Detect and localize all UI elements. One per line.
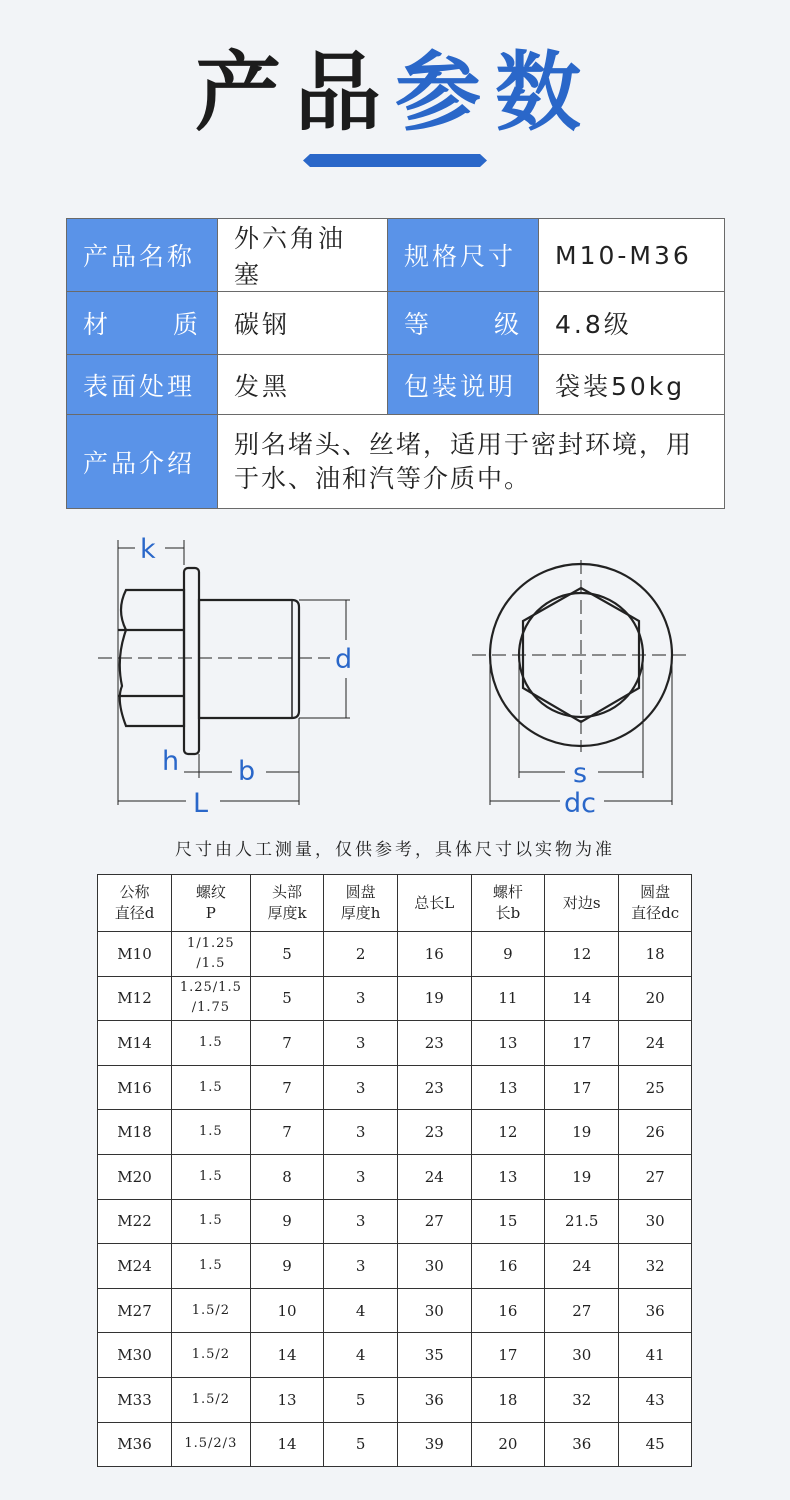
table-cell: 1.5/2 — [172, 1288, 251, 1333]
table-cell: 35 — [397, 1333, 471, 1378]
shank-outline — [199, 600, 299, 718]
table-cell: 16 — [471, 1244, 545, 1289]
table-cell: 1.5 — [172, 1110, 251, 1155]
table-cell: 13 — [471, 1154, 545, 1199]
table-cell: 24 — [397, 1154, 471, 1199]
title-underline — [303, 154, 487, 167]
table-cell: 10 — [250, 1288, 324, 1333]
table-row — [98, 1288, 692, 1333]
table-cell: 16 — [397, 932, 471, 977]
table-cell: 26 — [619, 1110, 692, 1155]
column-header-line: 对边s — [562, 893, 601, 912]
table-cell: 19 — [545, 1110, 619, 1155]
table-row — [98, 1065, 692, 1110]
table-cell: 11 — [471, 976, 545, 1021]
table-cell: 12 — [545, 932, 619, 977]
column-header — [471, 875, 545, 932]
side-view — [118, 568, 299, 754]
label-b: b — [238, 756, 256, 787]
table-cell: 20 — [619, 976, 692, 1021]
table-header-row — [98, 875, 692, 932]
table-cell: 30 — [545, 1333, 619, 1378]
measurement-note: 尺寸由人工测量，仅供参考，具体尺寸以实物为准 — [175, 840, 615, 860]
table-cell: 18 — [619, 932, 692, 977]
spec-value: 袋装50kg — [539, 355, 725, 415]
table-row — [98, 1333, 692, 1378]
table-row — [98, 1199, 692, 1244]
label-dc: dc — [564, 788, 596, 819]
table-cell: M24 — [98, 1244, 172, 1289]
table-row — [98, 1377, 692, 1422]
label-s: s — [573, 758, 588, 789]
table-row — [98, 1244, 692, 1289]
table-cell: M33 — [98, 1377, 172, 1422]
table-cell: 17 — [471, 1333, 545, 1378]
table-cell: 30 — [619, 1199, 692, 1244]
table-cell: 3 — [324, 1244, 398, 1289]
table-cell: 3 — [324, 1110, 398, 1155]
table-cell: M10 — [98, 932, 172, 977]
table-cell: 14 — [545, 976, 619, 1021]
column-header — [545, 875, 619, 932]
side-view-dimension-lines — [98, 540, 353, 805]
spec-row — [67, 219, 725, 292]
column-header-line: 圆盘 — [345, 883, 376, 901]
table-cell: M16 — [98, 1065, 172, 1110]
table-cell: M12 — [98, 976, 172, 1021]
column-header-line: 厚度k — [267, 904, 307, 922]
table-cell: 13 — [471, 1021, 545, 1066]
table-body — [98, 932, 692, 1467]
table-cell: 1.25/1.5 /1.75 — [172, 976, 251, 1021]
spec-row — [67, 355, 725, 415]
table-cell: 1.5 — [172, 1154, 251, 1199]
column-header-line: 螺纹 — [195, 883, 226, 901]
table-cell: 24 — [545, 1244, 619, 1289]
table-cell: M27 — [98, 1288, 172, 1333]
table-cell: 32 — [619, 1244, 692, 1289]
table-cell: 18 — [471, 1377, 545, 1422]
spec-intro-value: 别名堵头、丝堵，适用于密封环境，用于水、油和汽等介质中。 — [218, 415, 725, 509]
table-cell: 3 — [324, 1021, 398, 1066]
table-cell: M36 — [98, 1422, 172, 1467]
spec-value: 碳钢 — [218, 292, 388, 355]
table-cell: 30 — [397, 1244, 471, 1289]
table-cell: 1.5/2 — [172, 1377, 251, 1422]
column-header-line: 直径d — [114, 904, 155, 922]
title-part-2: 参数 — [395, 43, 595, 143]
table-cell: 4 — [324, 1333, 398, 1378]
table-cell: 45 — [619, 1422, 692, 1467]
table-row — [98, 1021, 692, 1066]
label-L: L — [193, 788, 209, 819]
column-header — [324, 875, 398, 932]
column-header-line: 直径dc — [631, 904, 680, 922]
table-cell: 39 — [397, 1422, 471, 1467]
table-cell: 25 — [619, 1065, 692, 1110]
table-row — [98, 1422, 692, 1467]
page-title — [0, 38, 790, 148]
table-cell: 1.5/2 — [172, 1333, 251, 1378]
table-cell: 16 — [471, 1288, 545, 1333]
column-header — [98, 875, 172, 932]
spec-value: 发黑 — [218, 355, 388, 415]
table-cell: 9 — [471, 932, 545, 977]
spec-key: 材 质 — [67, 292, 218, 355]
table-cell: 9 — [250, 1199, 324, 1244]
spec-row — [67, 292, 725, 355]
table-row — [98, 1110, 692, 1155]
table-cell: 24 — [619, 1021, 692, 1066]
table-cell: 7 — [250, 1021, 324, 1066]
column-header-line: 公称 — [119, 883, 150, 901]
spec-key: 包装说明 — [388, 355, 539, 415]
spec-key: 表面处理 — [67, 355, 218, 415]
spec-table — [66, 218, 725, 509]
column-header-line: 螺杆 — [492, 883, 523, 901]
label-h: h — [162, 746, 180, 777]
spec-key: 产品介绍 — [67, 415, 218, 509]
table-cell: 23 — [397, 1021, 471, 1066]
title-part-1: 产品 — [195, 43, 395, 143]
column-header — [619, 875, 692, 932]
column-header-line: 总长L — [414, 893, 455, 912]
flange-outline — [184, 568, 199, 754]
table-cell: 3 — [324, 1065, 398, 1110]
spec-value: 4.8级 — [539, 292, 725, 355]
table-cell: 36 — [545, 1422, 619, 1467]
table-cell: 17 — [545, 1065, 619, 1110]
table-cell: 3 — [324, 1154, 398, 1199]
table-cell: 13 — [471, 1065, 545, 1110]
table-cell: 3 — [324, 1199, 398, 1244]
table-cell: 1.5 — [172, 1199, 251, 1244]
table-cell: 15 — [471, 1199, 545, 1244]
table-cell: 27 — [545, 1288, 619, 1333]
table-cell: 1.5 — [172, 1065, 251, 1110]
table-cell: 32 — [545, 1377, 619, 1422]
table-cell: 4 — [324, 1288, 398, 1333]
table-cell: 7 — [250, 1110, 324, 1155]
table-cell: 13 — [250, 1377, 324, 1422]
spec-value: M10-M36 — [539, 219, 725, 292]
table-cell: 36 — [397, 1377, 471, 1422]
side-view-labels — [140, 534, 352, 819]
column-header — [250, 875, 324, 932]
label-d: d — [335, 644, 353, 675]
table-cell: 30 — [397, 1288, 471, 1333]
table-row — [98, 932, 692, 977]
column-header-line: 长b — [495, 904, 521, 922]
table-cell: 19 — [397, 976, 471, 1021]
column-header-line: 圆盘 — [640, 883, 671, 901]
table-cell: 21.5 — [545, 1199, 619, 1244]
column-header-line: 厚度h — [340, 904, 381, 922]
table-cell: M20 — [98, 1154, 172, 1199]
spec-key: 规格尺寸 — [388, 219, 539, 292]
column-header — [397, 875, 471, 932]
label-k: k — [140, 534, 156, 565]
table-cell: 1.5 — [172, 1244, 251, 1289]
table-cell: 41 — [619, 1333, 692, 1378]
table-cell: M14 — [98, 1021, 172, 1066]
table-cell: 9 — [250, 1244, 324, 1289]
table-cell: 27 — [619, 1154, 692, 1199]
table-cell: 5 — [250, 976, 324, 1021]
table-row — [98, 976, 692, 1021]
spec-value: 外六角油塞 — [218, 219, 388, 292]
column-header-line: P — [205, 904, 216, 922]
table-cell: 5 — [250, 932, 324, 977]
table-cell: 43 — [619, 1377, 692, 1422]
table-cell: 14 — [250, 1333, 324, 1378]
table-cell: 23 — [397, 1065, 471, 1110]
table-cell: 17 — [545, 1021, 619, 1066]
spec-row — [67, 415, 725, 509]
table-cell: 3 — [324, 976, 398, 1021]
plug-dimension-diagram — [0, 520, 790, 820]
end-view-labels — [564, 758, 596, 819]
table-cell: M18 — [98, 1110, 172, 1155]
spec-key: 等 级 — [388, 292, 539, 355]
table-cell: 5 — [324, 1377, 398, 1422]
table-cell: 36 — [619, 1288, 692, 1333]
table-cell: 19 — [545, 1154, 619, 1199]
table-cell: 1/1.25 /1.5 — [172, 932, 251, 977]
table-cell: 12 — [471, 1110, 545, 1155]
table-cell: 2 — [324, 932, 398, 977]
table-cell: 1.5 — [172, 1021, 251, 1066]
table-cell: 27 — [397, 1199, 471, 1244]
table-cell: 20 — [471, 1422, 545, 1467]
dimension-table — [97, 874, 692, 1467]
table-row — [98, 1154, 692, 1199]
table-cell: 23 — [397, 1110, 471, 1155]
table-cell: M22 — [98, 1199, 172, 1244]
column-header-line: 头部 — [271, 883, 302, 901]
column-header — [172, 875, 251, 932]
table-cell: M30 — [98, 1333, 172, 1378]
table-cell: 7 — [250, 1065, 324, 1110]
table-cell: 14 — [250, 1422, 324, 1467]
table-cell: 5 — [324, 1422, 398, 1467]
table-cell: 1.5/2/3 — [172, 1422, 251, 1467]
table-cell: 8 — [250, 1154, 324, 1199]
spec-key: 产品名称 — [67, 219, 218, 292]
